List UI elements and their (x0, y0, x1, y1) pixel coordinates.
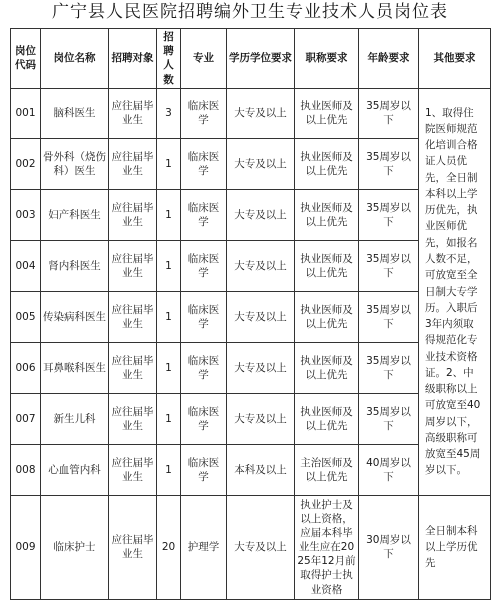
cell-title-req: 执业医师及以上优先 (295, 291, 359, 342)
header-title-req: 职称要求 (295, 29, 359, 89)
header-count: 招聘人数 (157, 29, 181, 89)
cell-title-req: 执业医师及以上优先 (295, 342, 359, 393)
cell-age: 35周岁以下 (359, 342, 419, 393)
cell-count: 1 (157, 189, 181, 240)
cell-name: 妇产科医生 (41, 189, 109, 240)
cell-code: 008 (11, 444, 41, 495)
cell-name: 耳鼻喉科医生 (41, 342, 109, 393)
cell-name: 脑科医生 (41, 88, 109, 138)
cell-title-req: 执业医师及以上优先 (295, 393, 359, 444)
cell-title-req: 主治医师及以上优先 (295, 444, 359, 495)
cell-count: 20 (157, 495, 181, 599)
cell-name: 骨外科（烧伤科）医生 (41, 138, 109, 189)
cell-age: 40周岁以下 (359, 444, 419, 495)
cell-education: 大专及以上 (227, 240, 295, 291)
header-name: 岗位名称 (41, 29, 109, 89)
cell-code: 001 (11, 88, 41, 138)
cell-name: 传染病科医生 (41, 291, 109, 342)
cell-target: 应往届毕业生 (109, 342, 157, 393)
cell-target: 应往届毕业生 (109, 138, 157, 189)
cell-count: 1 (157, 138, 181, 189)
table-row (11, 495, 491, 599)
cell-target: 应往届毕业生 (109, 393, 157, 444)
cell-age: 35周岁以下 (359, 240, 419, 291)
cell-major: 临床医学 (181, 88, 227, 138)
cell-code: 009 (11, 495, 41, 599)
cell-education: 本科及以上 (227, 444, 295, 495)
table-row (11, 88, 491, 138)
cell-education: 大专及以上 (227, 138, 295, 189)
cell-target: 应往届毕业生 (109, 495, 157, 599)
cell-education: 大专及以上 (227, 393, 295, 444)
cell-name: 新生儿科 (41, 393, 109, 444)
positions-table (10, 28, 491, 600)
cell-age: 35周岁以下 (359, 88, 419, 138)
cell-other-nurse: 全日制本科以上学历优先 (419, 495, 491, 599)
cell-code: 005 (11, 291, 41, 342)
cell-count: 1 (157, 291, 181, 342)
cell-education: 大专及以上 (227, 88, 295, 138)
cell-target: 应往届毕业生 (109, 444, 157, 495)
cell-major: 临床医学 (181, 291, 227, 342)
cell-code: 004 (11, 240, 41, 291)
cell-name: 临床护士 (41, 495, 109, 599)
cell-code: 006 (11, 342, 41, 393)
cell-education: 大专及以上 (227, 495, 295, 599)
cell-name: 肾内科医生 (41, 240, 109, 291)
cell-age: 35周岁以下 (359, 291, 419, 342)
cell-count: 1 (157, 342, 181, 393)
cell-age: 35周岁以下 (359, 393, 419, 444)
cell-education: 大专及以上 (227, 291, 295, 342)
header-target: 招聘对象 (109, 29, 157, 89)
cell-major: 临床医学 (181, 393, 227, 444)
cell-code: 002 (11, 138, 41, 189)
cell-code: 007 (11, 393, 41, 444)
cell-title-req: 执业医师及以上优先 (295, 88, 359, 138)
cell-target: 应往届毕业生 (109, 291, 157, 342)
cell-major: 临床医学 (181, 138, 227, 189)
cell-major: 临床医学 (181, 240, 227, 291)
cell-title-req: 执业医师及以上优先 (295, 240, 359, 291)
cell-education: 大专及以上 (227, 342, 295, 393)
header-other: 其他要求 (419, 29, 491, 89)
cell-age: 30周岁以下 (359, 495, 419, 599)
cell-count: 1 (157, 444, 181, 495)
cell-major: 临床医学 (181, 444, 227, 495)
cell-age: 35周岁以下 (359, 138, 419, 189)
cell-major: 临床医学 (181, 342, 227, 393)
cell-education: 大专及以上 (227, 189, 295, 240)
header-code: 岗位代码 (11, 29, 41, 89)
cell-code: 003 (11, 189, 41, 240)
header-row (11, 29, 491, 89)
header-education: 学历学位要求 (227, 29, 295, 89)
cell-count: 1 (157, 240, 181, 291)
cell-age: 35周岁以下 (359, 189, 419, 240)
cell-count: 3 (157, 88, 181, 138)
cell-title-req: 执业医师及以上优先 (295, 138, 359, 189)
cell-major: 临床医学 (181, 189, 227, 240)
cell-target: 应往届毕业生 (109, 240, 157, 291)
cell-target: 应往届毕业生 (109, 88, 157, 138)
cell-major: 护理学 (181, 495, 227, 599)
cell-target: 应往届毕业生 (109, 189, 157, 240)
page-title: 广宁县人民医院招聘编外卫生专业技术人员岗位表 (52, 2, 448, 22)
cell-name: 心血管内科 (41, 444, 109, 495)
header-age: 年龄要求 (359, 29, 419, 89)
cell-title-req: 执业护士及以上资格，应届本科毕业生应在2025年12月前取得护士执业资格 (295, 495, 359, 599)
cell-title-req: 执业医师及以上优先 (295, 189, 359, 240)
cell-count: 1 (157, 393, 181, 444)
header-major: 专业 (181, 29, 227, 89)
cell-other-doctors: 1、取得住院医师规范化培训合格证人员优先，全日制本科以上学历优先，执业医师优先，如报名人数不足，可放宽至全日制大专学历。入职后3年内须取得规范化专业技术资格证。2、中级职称以上可放宽至40周岁以下，高级职称可放宽至45周岁以下。 (419, 88, 491, 495)
